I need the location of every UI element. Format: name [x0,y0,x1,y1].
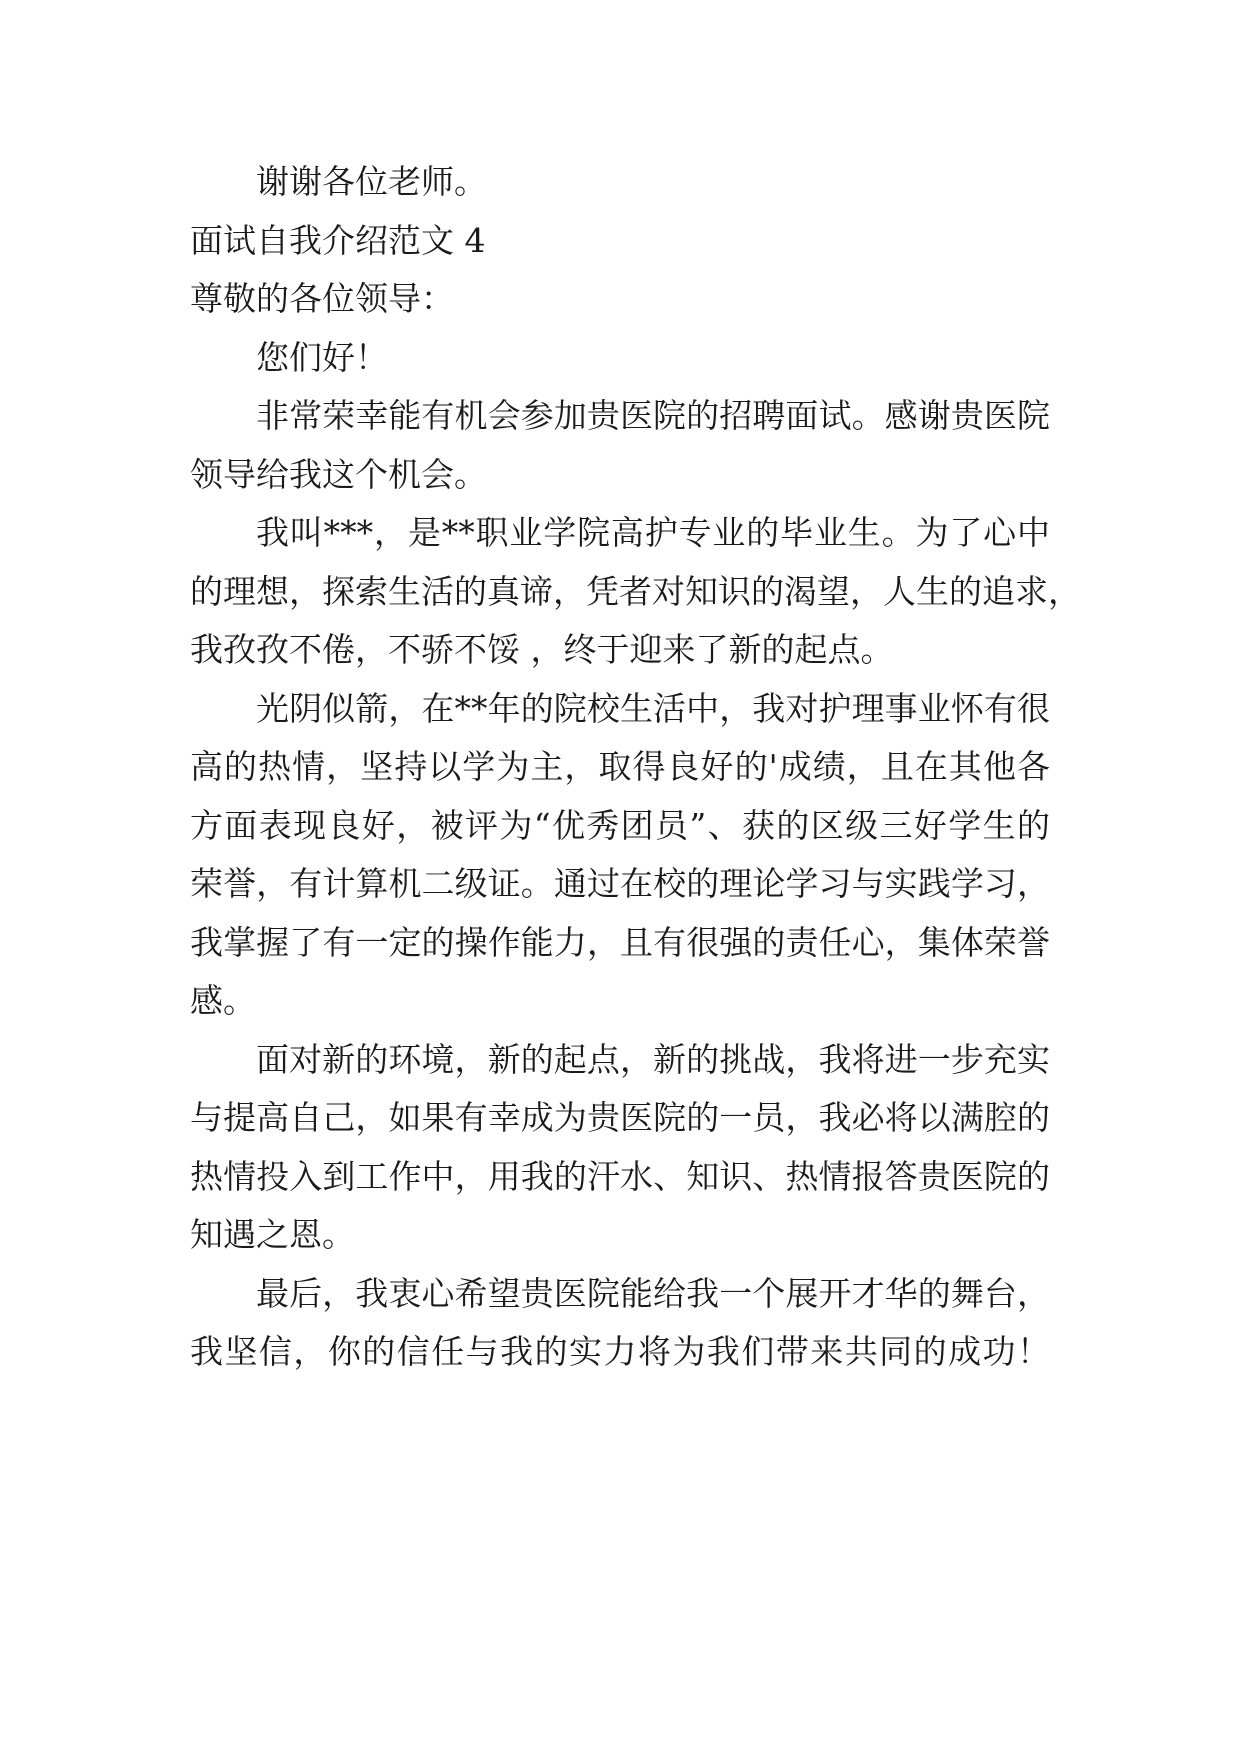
greeting-line: 您们好！ [256,337,388,377]
paragraph-line: 与提高自己，如果有幸成为贵医院的一员，我必将以满腔的 [190,1098,1050,1137]
paragraph-line: 的理想，探索生活的真谛，凭者对知识的渴望，人生的追求， [190,571,1081,611]
document-body [190,153,1081,1382]
paragraph-line: 最后，我衷心希望贵医院能给我一个展开才华的舞台， [256,1273,1050,1313]
paragraph-line: 我坚信，你的信任与我的实力将为我们带来共同的成功！ [190,1332,1050,1371]
paragraph-line: 我孜孜不倦，不骄不馁 ，终于迎来了新的起点。 [190,630,894,669]
paragraph-line: 感。 [190,981,256,1020]
paragraph-line: 光阴似箭，在**年的院校生活中，我对护理事业怀有很 [256,688,1050,728]
paragraph-line: 我叫***，是**职业学院高护专业的毕业生。为了心中 [256,513,1050,552]
section-heading: 面试自我介绍范文 4 [190,220,486,260]
salutation-line: 尊敬的各位领导： [190,279,454,318]
paragraph-line: 我掌握了有一定的操作能力，且有很强的责任心，集体荣誉 [190,922,1050,962]
paragraph-line: 非常荣幸能有机会参加贵医院的招聘面试。感谢贵医院 [256,396,1050,435]
paragraph-line: 方面表现良好，被评为“优秀团员”、获的区级三好学生的 [190,805,1050,845]
paragraph-line: 知遇之恩。 [190,1215,355,1254]
paragraph-line: 高的热情，坚持以学为主，取得良好的'成绩，且在其他各 [190,747,1050,786]
closing-thanks-line: 谢谢各位老师。 [256,162,487,201]
paragraph-line: 热情投入到工作中，用我的汗水、知识、热情报答贵医院的 [190,1156,1050,1196]
paragraph-line: 荣誉，有计算机二级证。通过在校的理论学习与实践学习， [190,864,1050,903]
paragraph-line: 面对新的环境，新的起点，新的挑战，我将进一步充实 [256,1039,1050,1079]
paragraph-line: 领导给我这个机会。 [190,454,487,494]
